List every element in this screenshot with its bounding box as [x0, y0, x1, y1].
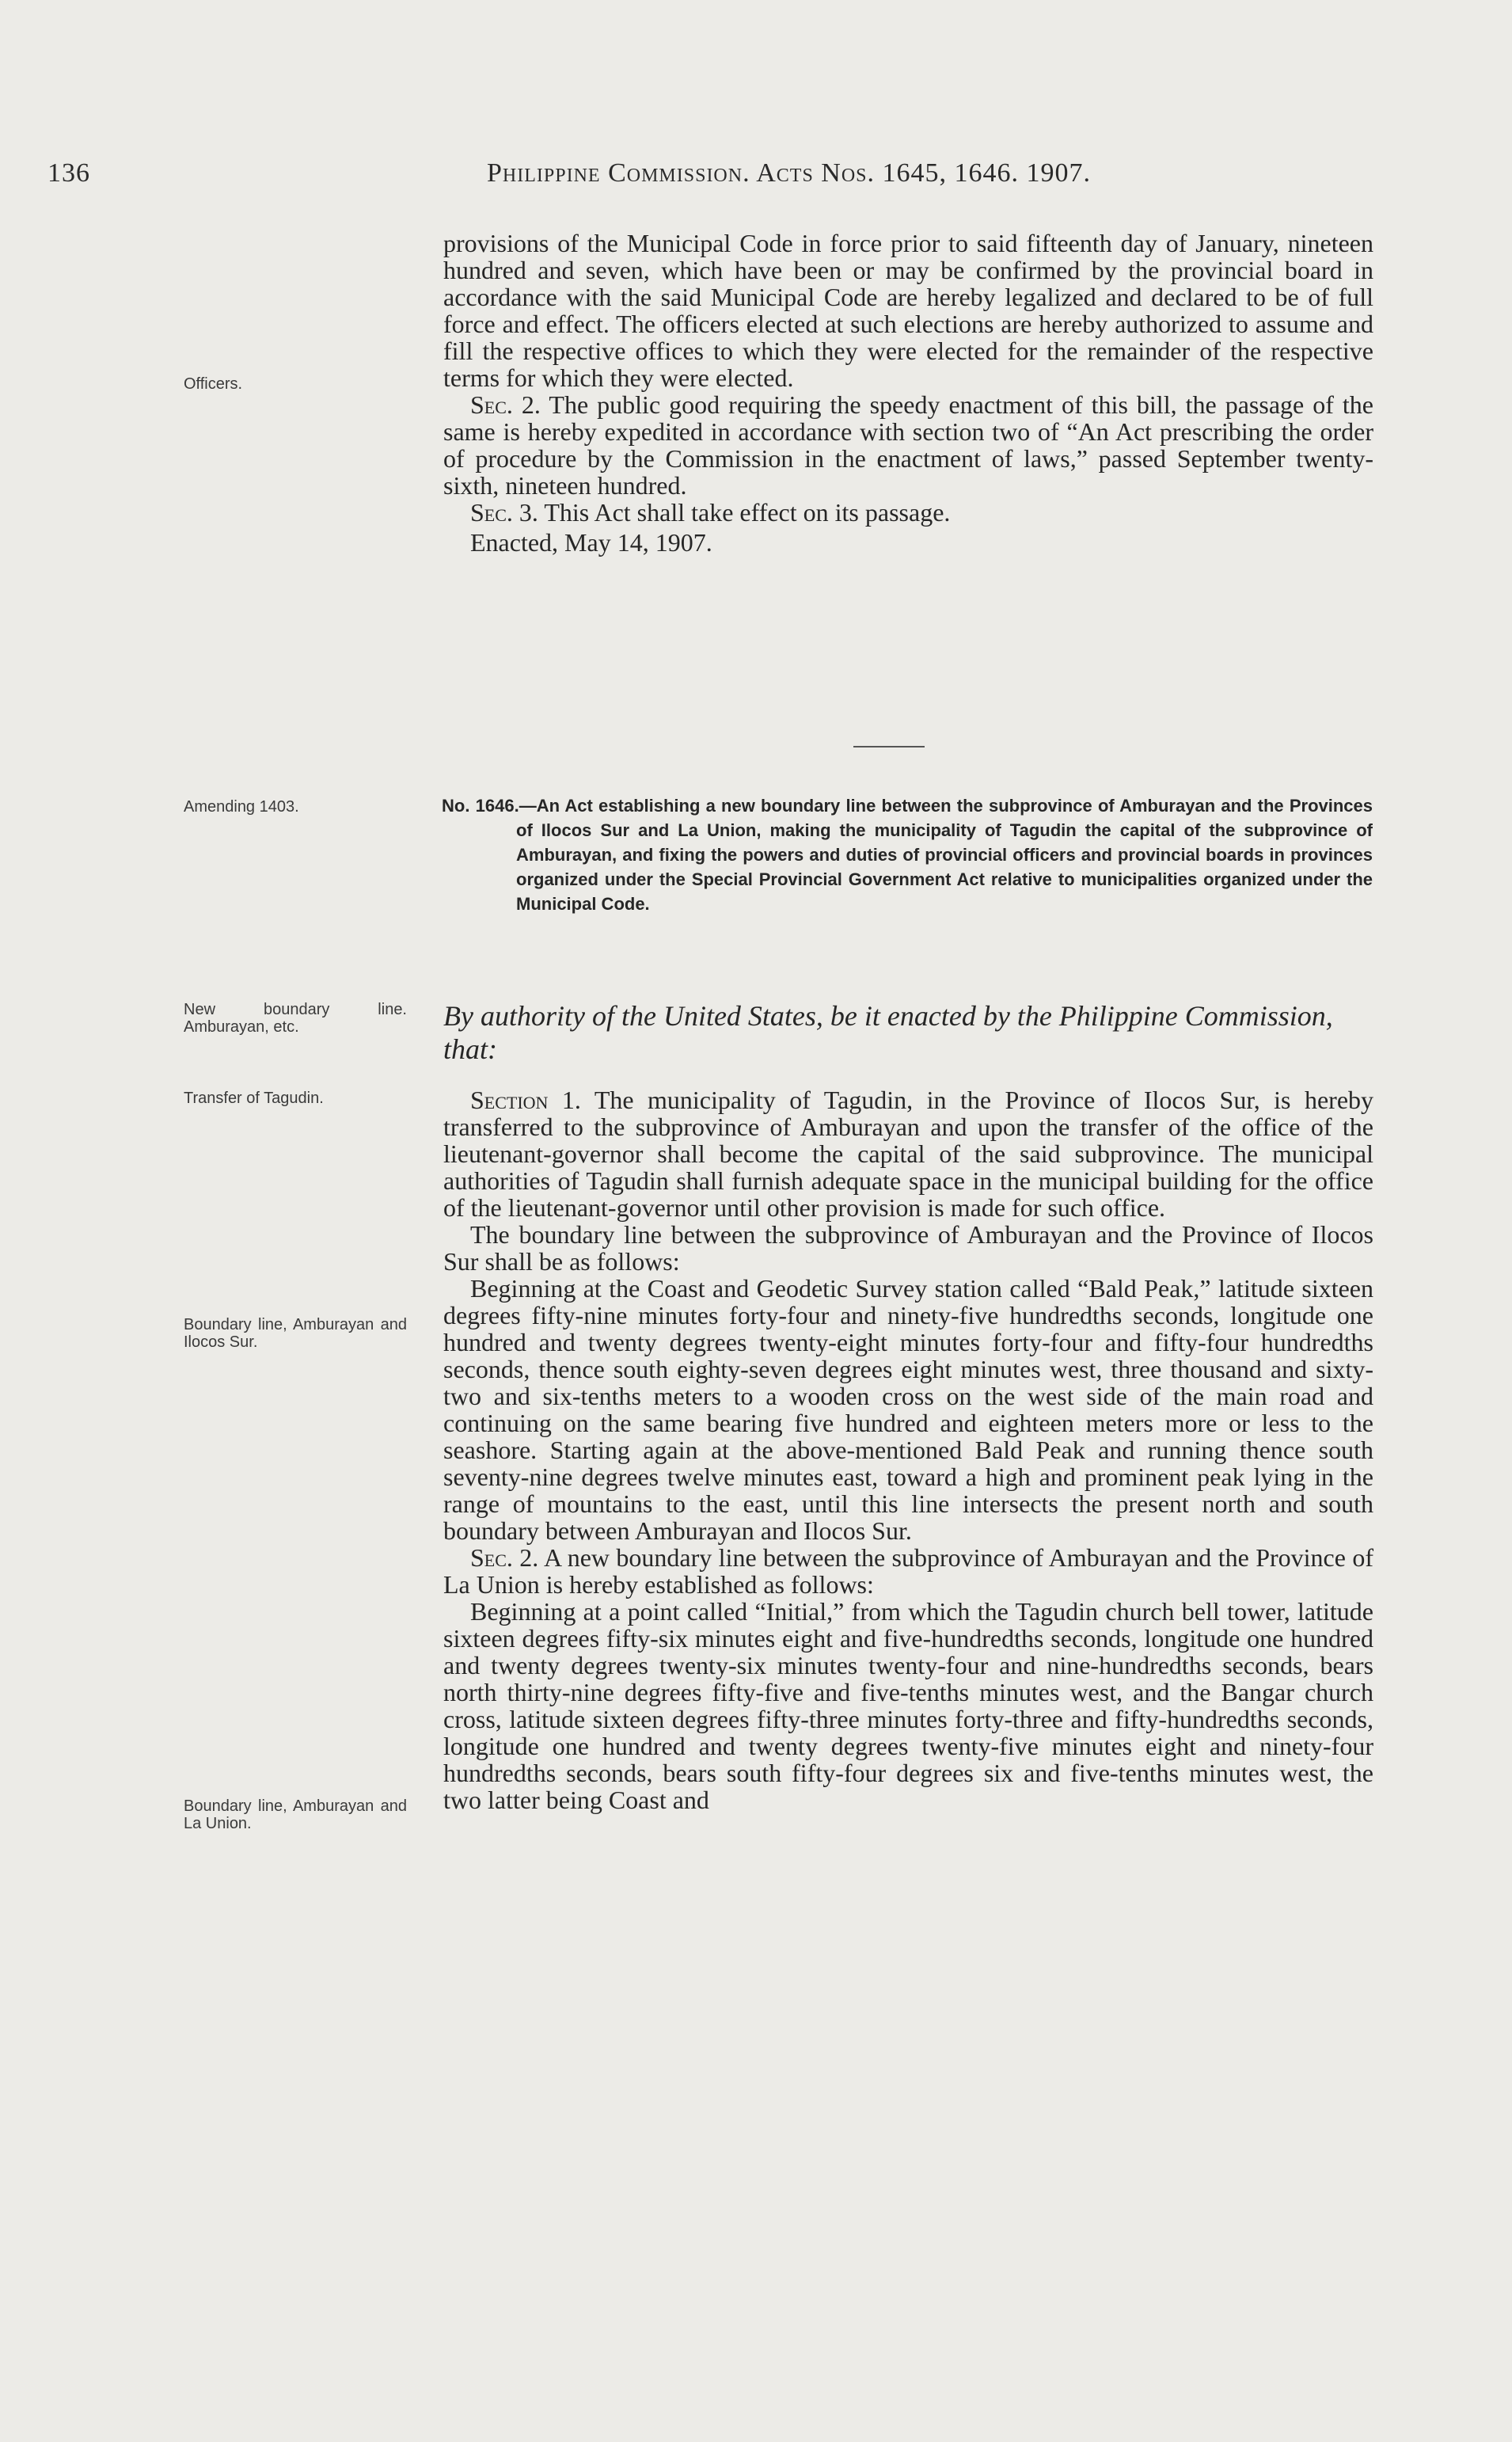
- enacting-clause: By authority of the United States, be it enacted by the Philippine Commission, that:: [443, 1000, 1333, 1065]
- act-1645-sec2-label: Sec. 2.: [470, 390, 541, 419]
- margin-note-boundary-la-union: Boundary line, Amburayan and La Union.: [184, 1797, 407, 1832]
- act-1645-sec2-text: The public good requiring the speedy enactment of this bill, the passage of the same is hereby expedited in accordance with section two of “An Act prescribing the order of procedure by the Commission in the enactment of laws,” passed September twenty-sixth, nineteen hundred.: [443, 390, 1374, 500]
- act-1645-continuation: provisions of the Municipal Code in force prior to said fifteenth day of January, nineteen hundred and seven, which have been or may be confirmed by the provincial board in accordance with the said Municipal Code are hereby legalized and declared to be of full force and effect. The officers elected at such elections are hereby authorized to assume and fill the respective offices to which they were elected for the remainder of the respective terms for which they were elected.: [443, 229, 1373, 392]
- margin-note-boundary-ilocos: Boundary line, Amburayan and Ilocos Sur.: [184, 1316, 407, 1351]
- act-1646-sec2: [443, 1544, 1373, 1598]
- page-number: 136: [47, 158, 90, 188]
- act-1646-section1-label: Section 1.: [470, 1086, 581, 1114]
- act-1646-title: —An Act establishing a new boundary line between the subprovince of Amburayan and the Provinces of Ilocos Sur and La Union, making the municipality of Tagudin the capital of the subprovince of Amburayan, and fixing the powers and duties of provincial officers and provincial boards in provinces organized under the Special Provincial Government Act relative to municipalities organized under the Municipal Code.: [516, 796, 1373, 914]
- margin-note-amending: Amending 1403.: [184, 798, 299, 816]
- act-1646-sec2-description: Beginning at a point called “Initial,” from which the Tagudin church bell tower, latitude sixteen degrees fifty-six minutes eight and five-hundredths seconds, longitude one hundred and twenty degrees twenty-six minutes twenty-four and nine-hundredths seconds, bears north thirty-nine degrees fifty-five and five-tenths minutes west, and the Bangar church cross, latitude sixteen degrees fifty-three minutes forty-three and fifty-hundredths seconds, longitude one hundred and twenty degrees twenty-five minutes eight and ninety-four hundredths seconds, bears south fifty-four degrees six and five-tenths minutes west, the two latter being Coast and: [443, 1597, 1373, 1814]
- act-1646-body: [443, 1086, 1373, 1813]
- act-1646-section1: [443, 1086, 1373, 1221]
- act-1646-title-wrap: [442, 793, 1373, 916]
- act-1645-sec2: [443, 391, 1373, 499]
- act-1646-boundary-intro: The boundary line between the subprovince of Amburayan and the Province of Ilocos Sur shall be as follows:: [443, 1220, 1373, 1276]
- act-1645-continuation-block: [443, 230, 1373, 556]
- act-1646-number: No. 1646.: [442, 796, 519, 816]
- act-1646-sec2-text: A new boundary line between the subprovince of Amburayan and the Province of La Union is hereby established as follows:: [443, 1543, 1373, 1599]
- margin-note-officers: Officers.: [184, 375, 243, 393]
- act-1645-sec3: [443, 499, 1373, 526]
- running-title: Philippine Commission. Acts Nos. 1645, 1646. 1907.: [487, 158, 1092, 188]
- act-1646-sec2-label: Sec. 2.: [470, 1543, 539, 1572]
- margin-note-transfer: Transfer of Tagudin.: [184, 1090, 324, 1107]
- act-1646-section1-text: The municipality of Tagudin, in the Province of Ilocos Sur, is hereby transferred to the subprovince of Amburayan and upon the transfer of the office of the lieutenant-governor shall become the capital of the said subprovince. The municipal authorities of Tagudin shall furnish adequate space in the municipal building for the office of the lieutenant-governor until other provision is made for such office.: [443, 1086, 1374, 1222]
- act-1646-title-block: [442, 793, 1373, 916]
- act-1645-enacted: Enacted, May 14, 1907.: [470, 528, 712, 557]
- section-divider: [853, 746, 925, 747]
- margin-note-new-boundary: New boundary line. Amburayan, etc.: [184, 1001, 407, 1036]
- act-1645-sec3-label: Sec. 3.: [470, 498, 538, 527]
- act-1646-boundary-description: Beginning at the Coast and Geodetic Survey station called “Bald Peak,” latitude sixteen degrees fifty-nine minutes forty-four and ninety-five hundredths seconds, longitude one hundred and twenty degrees twenty-eight minutes forty-four and fifty-four hundredths seconds, thence south eighty-seven degrees eight minutes west, three thousand and sixty-two and six-tenths meters to a wooden cross on the west side of the main road and continuing on the same bearing five hundred and eighteen meters more or less to the seashore. Starting again at the above-mentioned Bald Peak and running thence south seventy-nine degrees twelve minutes east, toward a high and prominent peak lying in the range of mountains to the east, until this line intersects the present north and south boundary between Amburayan and Ilocos Sur.: [443, 1274, 1373, 1545]
- act-1645-sec3-text: This Act shall take effect on its passage.: [544, 498, 951, 527]
